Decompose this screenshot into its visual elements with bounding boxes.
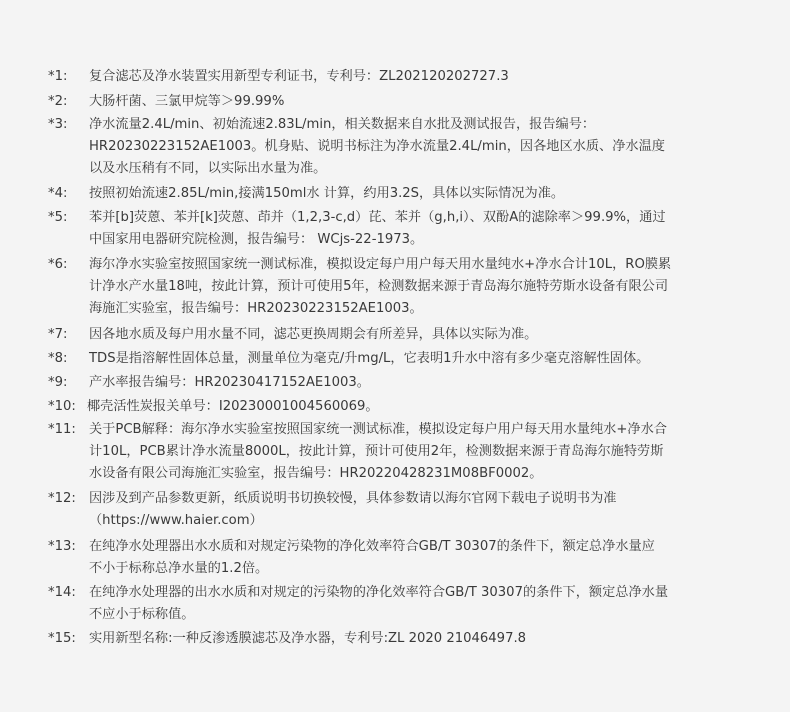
footnote-line: 苯并[b]荧蒽、苯并[k]荧蒽、茚并（1,2,3-c,d）芘、苯并（g,h,i）、双酚A的滤除率＞99.9%，通过 [89, 210, 666, 225]
footnote-number: *14: [48, 585, 76, 600]
footnote-line: 不小于标称总净水量的1.2倍。 [89, 561, 269, 576]
footnote-line: 因各地水质及每户用水量不同，滤芯更换周期会有所差异，具体以实际为准。 [89, 327, 538, 342]
footnote-number: *7: [48, 327, 68, 342]
footnote-text [89, 419, 774, 485]
website-link[interactable]: （https://www.haier.com） [89, 513, 263, 528]
footnote-text [87, 396, 772, 418]
footnote-line: 因涉及到产品参数更新，纸质说明书切换较慢，具体参数请以海尔官网下载电子说明书为准 [89, 491, 617, 506]
footnote-text [89, 114, 774, 180]
footnote-text [89, 324, 774, 346]
footnote-number: *6: [48, 257, 68, 272]
footnote-line: 海尔净水实验室按照国家统一测试标准，模拟设定每户用户每天用水量纯水+净水合计10L，RO膜累 [89, 257, 672, 272]
footnote-number: *4: [48, 186, 68, 201]
footnote-line: HR20230223152AE1003。机身贴、说明书标注为净水流量2.4L/min，因各地区水质、净水温度 [89, 139, 665, 154]
footnote-text [89, 207, 774, 251]
footnote-text [89, 348, 774, 370]
footnote-number: *13: [48, 539, 76, 554]
footnote-number: *2: [48, 94, 68, 109]
footnote-number: *15: [48, 631, 76, 646]
footnote-number: *8: [48, 351, 68, 366]
footnote-line: 椰壳活性炭报关单号：I20230001004560069。 [87, 399, 379, 414]
footnote-line: 在纯净水处理器的出水水质和对规定的污染物的净化效率符合GB/T 30307的条件下，额定总净水量 [89, 585, 669, 600]
footnote-text [89, 582, 774, 626]
footnote-line: 以及水压稍有不同，以实际出水量为准。 [89, 161, 327, 176]
footnote-line: 海施汇实验室，报告编号：HR20230223152AE1003。 [89, 301, 423, 316]
footnote-line: 计净水产水量18吨，按此计算，预计可使用5年，检测数据来源于青岛海尔施特劳斯水设备有限公司 [89, 279, 669, 294]
footnote-line: 中国家用电器研究院检测，报告编号： WCjs-22-1973。 [89, 232, 424, 247]
footnote-number: *10: [48, 399, 76, 414]
footnote-text [89, 91, 774, 113]
footnote-number: *11: [48, 422, 76, 437]
footnote-number: *9: [48, 375, 68, 390]
footnote-line: TDS是指溶解性固体总量，测量单位为毫克/升mg/L，它表明1升水中溶有多少毫克溶解性固体。 [89, 351, 650, 366]
footnote-line: 计10L，PCB累计净水流量8000L，按此计算，预计可使用2年，检测数据来源于青岛海尔施特劳斯 [89, 444, 664, 459]
footnote-line: 复合滤芯及净水装置实用新型专利证书，专利号：ZL202120202727.3 [89, 69, 509, 84]
footnote-text [89, 183, 774, 205]
footnote-line: 关于PCB解释：海尔净水实验室按照国家统一测试标准，模拟设定每户用户每天用水量纯水+净水合 [89, 422, 667, 437]
footnote-line: 在纯净水处理器出水水质和对规定污染物的净化效率符合GB/T 30307的条件下，额定总净水量应 [89, 539, 655, 554]
footnote-text [89, 536, 774, 580]
footnote-line: 大肠杆菌、三氯甲烷等＞99.99% [89, 94, 285, 109]
footnote-number: *3: [48, 117, 68, 132]
footnote-text [89, 372, 774, 394]
footnote-line: 水设备有限公司海施汇实验室，报告编号：HR20220428231M08BF0002。 [89, 466, 543, 481]
footnote-number: *12: [48, 491, 76, 506]
footnote-number: *1: [48, 69, 68, 84]
footnote-number: *5: [48, 210, 68, 225]
footnote-text [89, 488, 774, 532]
footnote-line: 实用新型名称:一种反渗透膜滤芯及净水器，专利号:ZL 2020 21046497.8 [89, 631, 527, 646]
footnote-line: 产水率报告编号：HR20230417152AE1003。 [89, 375, 370, 390]
footnote-text [89, 254, 774, 320]
footnote-line: 净水流量2.4L/min、初始流速2.83L/min，相关数据来自水批及测试报告，报告编号： [89, 117, 596, 132]
footnote-line: 不应小于标称值。 [89, 607, 195, 622]
footnote-line: 按照初始流速2.85L/min,接满150ml水 计算，约用3.2S，具体以实际情况为准。 [89, 186, 565, 201]
footnote-text [89, 66, 774, 88]
footnote-text [89, 628, 774, 650]
